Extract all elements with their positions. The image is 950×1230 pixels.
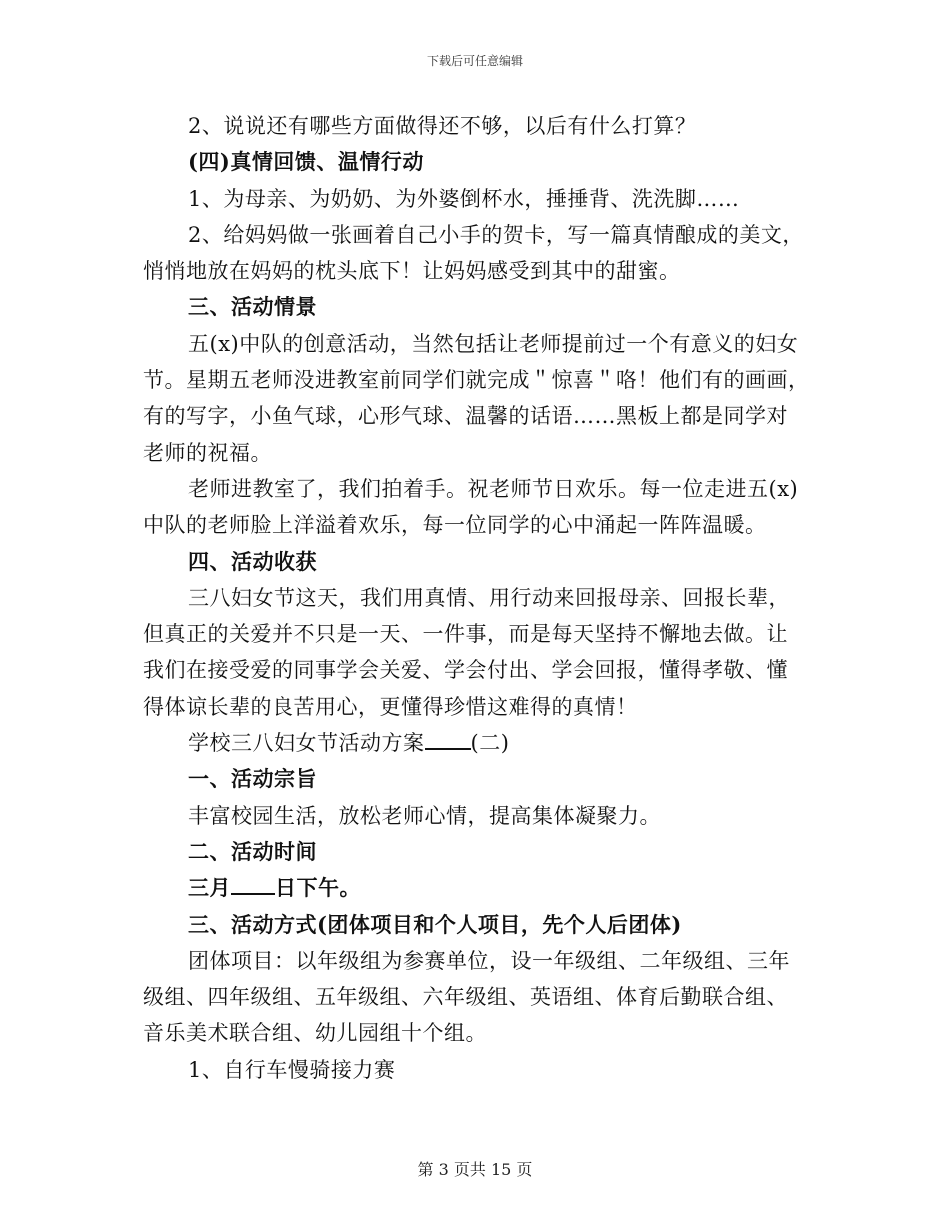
paragraph-line: 老师的祝福。 [143,440,272,465]
paragraph-line: 节。星期五老师没进教室前同学们就完成＂惊喜＂咯！他们有的画画， [143,368,810,393]
paragraph-line: 级组、四年级组、五年级组、六年级组、英语组、体育后勤联合组、 [143,985,788,1010]
paragraph-line: 但真正的关爱并不只是一天、一件事，而是每天坚持不懈地去做。让 [143,622,788,647]
paragraph-line: 我们在接受爱的同事学会关爱、学会付出、学会回报，懂得孝敬、懂 [143,658,788,683]
paragraph-line: 五(x)中队的创意活动，当然包括让老师提前过一个有意义的妇女 [188,331,799,356]
paragraph-line: 音乐美术联合组、幼儿园组十个组。 [143,1021,487,1046]
document-body [143,108,810,1088]
date-prefix: 三月 [188,875,231,901]
paragraph-line: 1、自行车慢骑接力赛 [188,1057,396,1082]
plan-title [143,725,803,761]
paragraph-line: 丰富校园生活，放松老师心情，提高集体凝聚力。 [188,803,661,828]
plan-title-text: 学校三八妇女节活动方案 [188,731,425,756]
section-heading: 二、活动时间 [188,838,317,864]
section-heading: (四)真情回馈、温情行动 [188,149,424,175]
paragraph-line: 老师进教室了，我们拍着手。祝老师节日欢乐。每一位走进五(x) [188,476,799,501]
paragraph-line: 中队的老师脸上洋溢着欢乐，每一位同学的心中涌起一阵阵温暖。 [143,513,767,538]
paragraph-line: 有的写字，小鱼气球，心形气球、温馨的话语……黑板上都是同学对 [143,404,788,429]
paragraph-line: 团体项目：以年级组为参赛单位，设一年级组、二年级组、三年 [188,948,790,973]
page-footer: 第 3 页共 15 页 [417,1160,533,1179]
plan-title-suffix: (二) [470,731,510,756]
section-heading: 四、活动收获 [188,548,317,574]
section-heading: 三、活动方式(团体项目和个人项目，先个人后团体) [188,911,682,937]
fill-in-blank [231,875,275,895]
paragraph-line: 1、为母亲、为奶奶、为外婆倒杯水，捶捶背、洗洗脚…… [188,186,740,211]
paragraph-line: 悄悄地放在妈妈的枕头底下！让妈妈感受到其中的甜蜜。 [143,259,681,284]
paragraph-line: 三八妇女节这天，我们用真情、用行动来回报母亲、回报长辈， [188,585,790,610]
section-heading: 一、活动宗旨 [188,766,317,792]
fill-in-blank [425,730,471,750]
paragraph-line: 得体谅长辈的良苦用心，更懂得珍惜这难得的真情！ [143,694,638,719]
section-heading: 三、活动情景 [188,294,317,320]
date-suffix: 日下午。 [275,875,361,901]
paragraph-line: 2、给妈妈做一张画着自己小手的贺卡，写一篇真情酿成的美文， [188,222,804,247]
paragraph-line: 2、说说还有哪些方面做得还不够，以后有什么打算？ [188,114,697,138]
activity-date [143,870,803,906]
page-header: 下载后可任意编辑 [426,54,523,68]
